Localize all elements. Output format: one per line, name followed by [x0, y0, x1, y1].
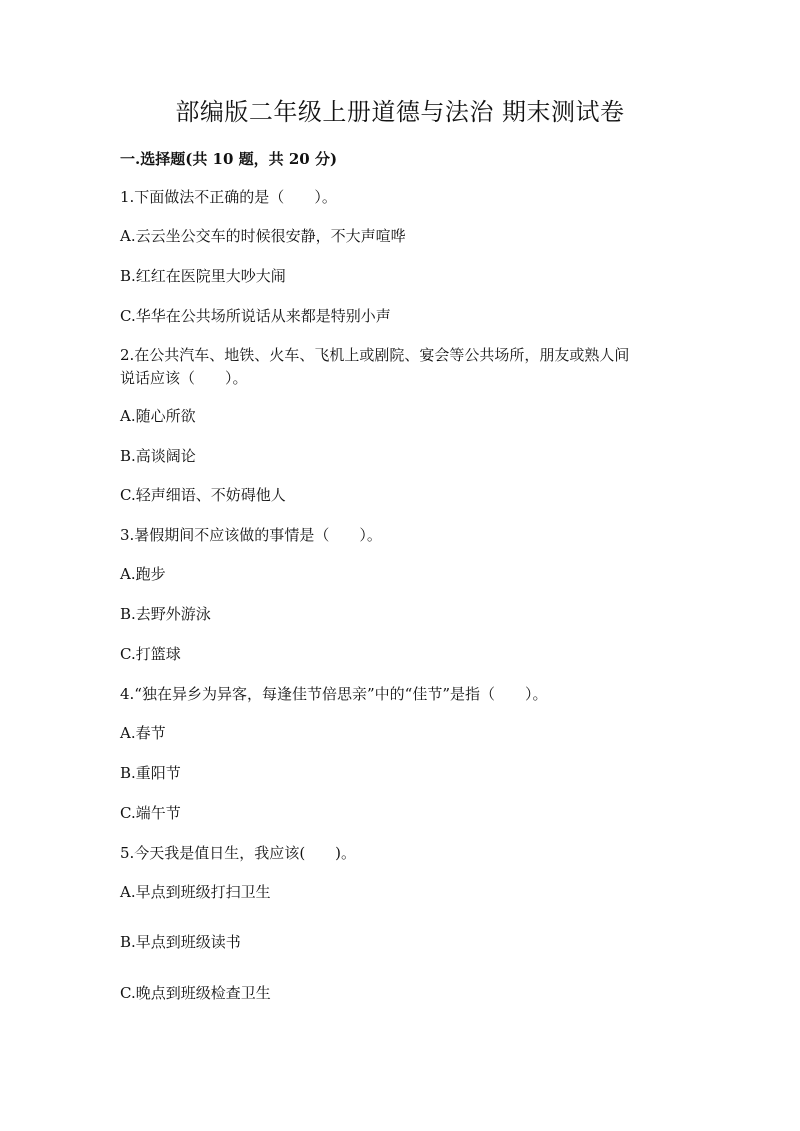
question-5-option-b: B.早点到班级读书	[120, 933, 241, 951]
question-4-option-b: B.重阳节	[120, 764, 181, 782]
question-1-option-a: A.云云坐公交车的时候很安静，不大声喧哗	[120, 227, 406, 245]
question-1-option-b: B.红红在医院里大吵大闹	[120, 267, 286, 285]
question-5-option-c: C.晚点到班级检查卫生	[120, 984, 271, 1002]
question-1-stem: 1.下面做法不正确的是（ ）。	[120, 188, 337, 206]
question-2-option-b: B.高谈阔论	[120, 447, 196, 465]
section-heading: 一.选择题(共 10 题，共 20 分)	[120, 150, 338, 168]
question-4-option-a: A.春节	[120, 724, 166, 742]
question-5-option-a: A.早点到班级打扫卫生	[120, 883, 271, 901]
question-4-stem: 4.“独在异乡为异客，每逢佳节倍思亲”中的“佳节”是指（ ）。	[120, 685, 548, 703]
question-3-stem: 3.暑假期间不应该做的事情是（ ）。	[120, 526, 382, 544]
question-3-option-c: C.打篮球	[120, 645, 181, 663]
question-2-option-a: A.随心所欲	[120, 407, 196, 425]
question-2-stem-line1: 2.在公共汽车、地铁、火车、飞机上或剧院、宴会等公共场所，朋友或熟人间	[120, 346, 630, 364]
question-3-option-a: A.跑步	[120, 565, 166, 583]
question-1-option-c: C.华华在公共场所说话从来都是特别小声	[120, 307, 391, 325]
question-5-stem: 5.今天我是值日生，我应该( )。	[120, 844, 357, 862]
question-3-option-b: B.去野外游泳	[120, 605, 211, 623]
page-title: 部编版二年级上册道德与法治 期末测试卷	[175, 98, 625, 126]
question-4-option-c: C.端午节	[120, 804, 181, 822]
question-2-option-c: C.轻声细语、不妨碍他人	[120, 486, 286, 504]
question-2-stem-line2: 说话应该（ ）。	[120, 369, 248, 387]
